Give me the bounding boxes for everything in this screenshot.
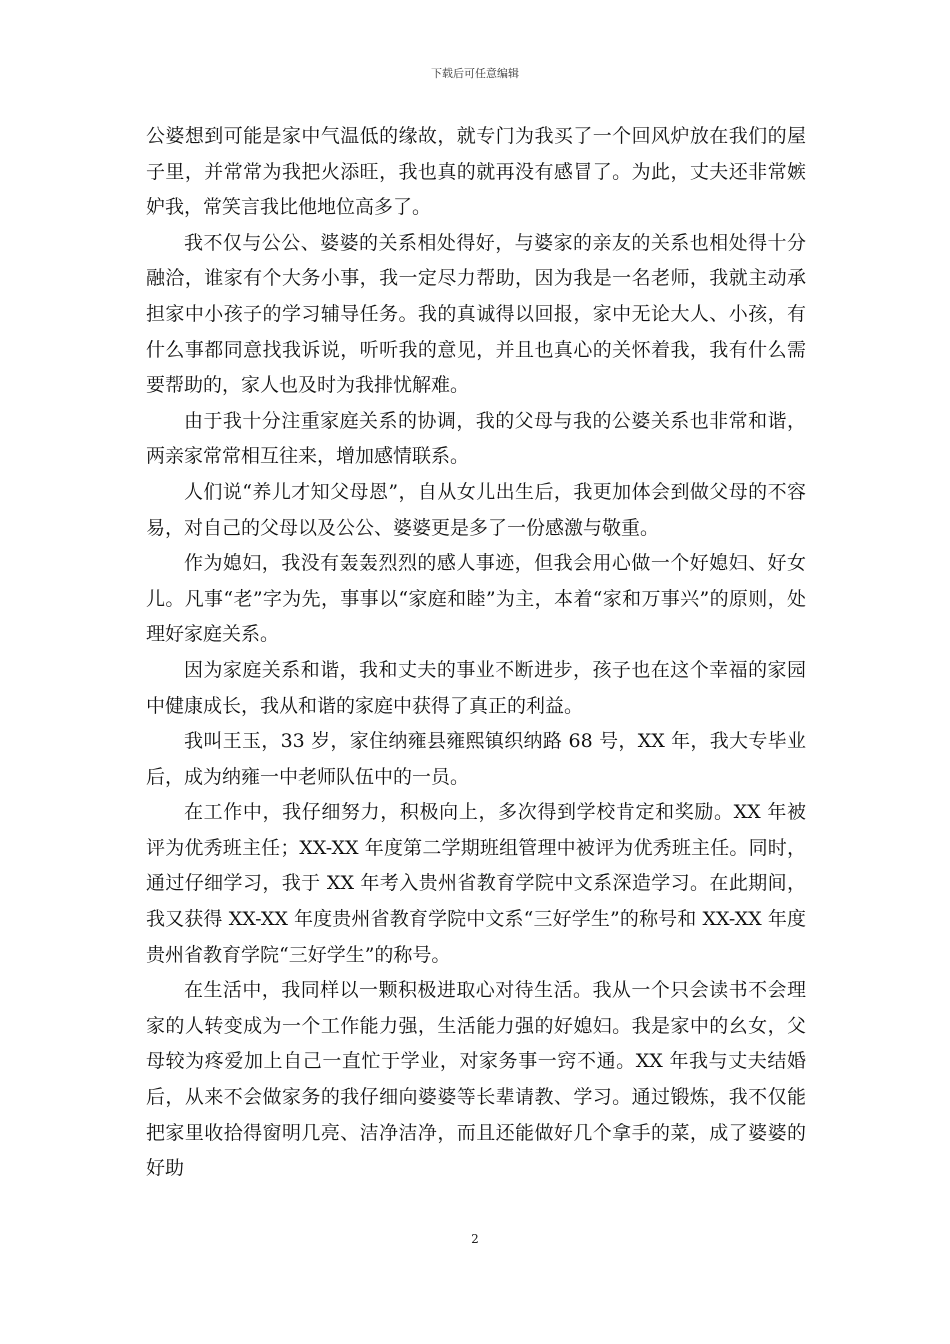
paragraph: 我叫王玉，33 岁，家住纳雍县雍熙镇织纳路 68 号，XX 年，我大专毕业后，成为纳雍一中老师队伍中的一员。 [146, 730, 806, 788]
page-number: 2 [471, 1232, 479, 1246]
paragraph: 作为媳妇，我没有轰轰烈烈的感人事迹，但我会用心做一个好媳妇、好女儿。凡事“老”字为先，事事以“家庭和睦”为主，本着“家和万事兴”的原则，处理好家庭关系。 [146, 552, 806, 646]
paragraph: 在生活中，我同样以一颗积极进取心对待生活。我从一个只会读书不会理家的人转变成为一个工作能力强，生活能力强的好媳妇。我是家中的幺女，父母较为疼爱加上自己一直忙于学业，对家务事一窍不通。XX 年我与丈夫结婚后，从来不会做家务的我仔细向婆婆等长辈请教、学习。通过锻炼，我不仅能把家里收拾得窗明几亮、洁净洁净，而且还能做好几个拿手的菜，成了婆婆的好助 [146, 979, 806, 1180]
paragraph: 在工作中，我仔细努力，积极向上，多次得到学校肯定和奖励。XX 年被评为优秀班主任；XX-XX 年度第二学期班组管理中被评为优秀班主任。同时，通过仔细学习，我于 XX 年考入贵州省教育学院中文系深造学习。在此期间，我又获得 XX-XX 年度贵州省教育学院中文系“三好学生”的称号和 XX-XX 年度贵州省教育学院“三好学生”的称号。 [146, 801, 806, 966]
paragraph: 人们说“养儿才知父母恩”，自从女儿出生后，我更加体会到做父母的不容易，对自己的父母以及公公、婆婆更是多了一份感激与敬重。 [146, 480, 806, 539]
document-body [146, 119, 806, 1187]
page-header: 下载后可任意编辑 [431, 67, 519, 80]
paragraph: 由于我十分注重家庭关系的协调，我的父母与我的公婆关系也非常和谐，两亲家常常相互往来，增加感情联系。 [146, 409, 806, 468]
paragraph: 因为家庭关系和谐，我和丈夫的事业不断进步，孩子也在这个幸福的家园中健康成长，我从和谐的家庭中获得了真正的利益。 [146, 658, 806, 717]
paragraph: 公婆想到可能是家中气温低的缘故，就专门为我买了一个回风炉放在我们的屋子里，并常常为我把火添旺，我也真的就再没有感冒了。为此，丈夫还非常嫉妒我，常笑言我比他地位高多了。 [146, 125, 806, 219]
paragraph: 我不仅与公公、婆婆的关系相处得好，与婆家的亲友的关系也相处得十分融洽，谁家有个大务小事，我一定尽力帮助，因为我是一名老师，我就主动承担家中小孩子的学习辅导任务。我的真诚得以回报，家中无论大人、小孩，有什么事都同意找我诉说，听听我的意见，并且也真心的关怀着我，我有什么需要帮助的，家人也及时为我排忧解难。 [146, 231, 806, 397]
